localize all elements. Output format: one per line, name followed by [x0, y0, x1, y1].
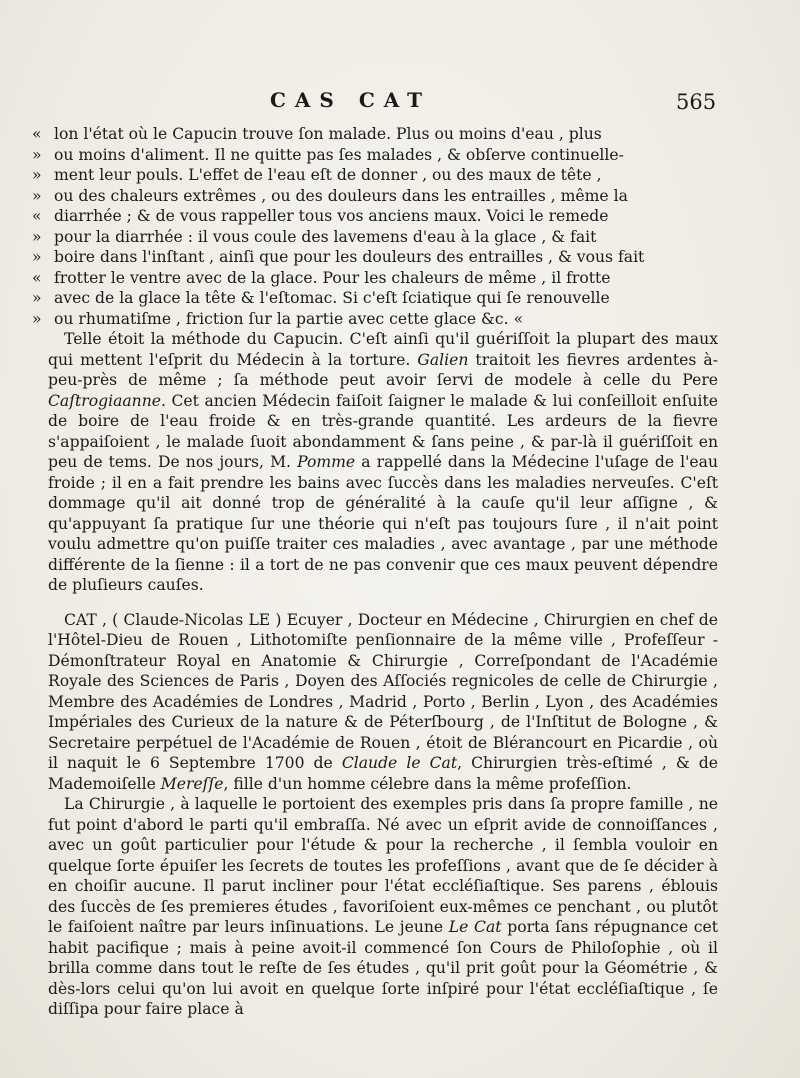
- paragraph-text: a rappellé dans la Médecine l'uſage de l'eau froide ; il en a fait prendre les bains avec ſuccès dans les maladies nerveuſes. C'eſt dommage qu'il ait donné trop de généralité à la cauſe qu'il leur aſſigne , & qu'appuyant ſa pratique ſur une théorie qui n'eſt pas toujours ſure , il n'ait point voulu admettre qu'on puiſſe traiter ces maladies , avec avantage , par une méthode différente de la ſienne : il a tort de ne pas convenir que ces maux peuvent dépendre de pluſieurs cauſes.: [48, 453, 718, 594]
- paragraph-gap: [48, 596, 718, 610]
- page-body: [32, 124, 718, 1020]
- quote-mark: «: [32, 207, 42, 225]
- paragraph-text: La Chirurgie , à laquelle le portoient des exemples pris dans ſa propre famille , ne fut point d'abord le parti qu'il embraſſa. Né avec un eſprit avide de connoiſſances , avec un goût particulier pour l'étude & pour la recherche , il ſembla vouloir en quelque ſorte épuiſer les ſecrets de toutes les profeſſions , avant que de ſe décider à en choiſir aucune. Il parut incliner pour l'état eccléſiaſtique. Ses parens , éblouis des ſuccès de ſes premieres études , favoriſoient eux-mêmes ce penchant , ou plutôt le faiſoient naître par leurs inſinuations. Le jeune: [48, 795, 718, 936]
- quote-line-text: lon l'état où le Capucin trouve ſon malade. Plus ou moins d'eau , plus: [54, 125, 602, 143]
- paragraph-capucin-method: [48, 329, 718, 596]
- quote-line-text: pour la diarrhée : il vous coule des lavemens d'eau à la glace , & fait: [54, 227, 597, 246]
- paragraph-text: Telle étoit la méthode du Capucin. C'eſt ainſi qu'il guériſſoit la plupart des maux qui mettent l'eſprit du Médecin à la torture.: [48, 330, 718, 369]
- page-header: [0, 88, 800, 118]
- quote-line: [32, 309, 718, 330]
- paragraph-text: traitoit les fievres ardentes à-peu-près de même ; ſa méthode peut avoir ſervi de modele à celle du Pere: [48, 350, 718, 389]
- quote-mark: »: [32, 166, 42, 184]
- entry-le-cat: [48, 610, 718, 795]
- italic-name-pomme: Pomme: [297, 453, 356, 471]
- paragraph-text: , fille d'un homme célebre dans la même profeſſion.: [223, 774, 632, 793]
- paragraph-text: , Chirurgien très-eſtimé , & de Mademoiſelle: [48, 754, 718, 793]
- quote-mark: »: [32, 186, 42, 205]
- quote-line-text: avec de la glace la tête & l'eſtomac. Si c'eſt ſciatique qui ſe renouvelle: [54, 289, 610, 307]
- quote-mark: »: [32, 289, 42, 307]
- quote-mark: «: [32, 268, 42, 287]
- italic-name-castrogiaanne: Caſtrogiaanne.: [48, 391, 166, 410]
- quote-mark: »: [32, 145, 42, 164]
- quote-line: [32, 124, 718, 145]
- quote-line-text: ment leur pouls. L'effet de l'eau eſt de donner , ou des maux de tête ,: [54, 166, 602, 184]
- quote-line-text: ou moins d'aliment. Il ne quitte pas ſes malades , & obſerve continuelle-: [54, 145, 624, 164]
- paragraph-chirurgie: [48, 794, 718, 1020]
- quote-line: [32, 145, 718, 166]
- quote-line: [32, 165, 718, 186]
- italic-name-meresse: Mereſſe: [160, 774, 224, 793]
- quote-line: [32, 247, 718, 268]
- quote-line: [32, 206, 718, 227]
- quote-line: [32, 288, 718, 309]
- quote-line-text: ou rhumatiſme , friction ſur la partie avec cette glace &c. «: [54, 309, 524, 328]
- italic-name-galien: Galien: [417, 350, 469, 369]
- quote-line: [32, 268, 718, 289]
- italic-name-claude-le-cat: Claude le Cat: [341, 754, 458, 772]
- quote-mark: «: [32, 125, 42, 143]
- italic-name-le-cat: Le Cat: [448, 918, 502, 936]
- quote-line-text: boire dans l'inſtant , ainſi que pour les douleurs des entrailles , & vous fait: [54, 248, 645, 266]
- page-number: 565: [676, 90, 717, 114]
- quote-line: [32, 227, 718, 248]
- quote-line-text: frotter le ventre avec de la glace. Pour les chaleurs de même , il frotte: [54, 268, 611, 287]
- quote-mark: »: [32, 248, 42, 266]
- quote-mark: »: [32, 227, 42, 246]
- quote-line-text: ou des chaleurs extrêmes , ou des douleurs dans les entrailles , même la: [54, 186, 628, 205]
- quote-mark: »: [32, 309, 42, 328]
- quote-block: [32, 124, 718, 329]
- quote-line: [32, 186, 718, 207]
- paragraph-text: porta ſans répugnance cet habit pacifique ; mais à peine avoit-il commencé ſon Cours de Philoſophie , où il brilla comme dans tout le reſte de ſes études , qu'il prit goût pour la Géométrie , & dès-lors celui qu'on lui avoit en quelque ſorte inſpiré pour l'état eccléſiaſtique , ſe diſſipa pour faire place à: [48, 918, 718, 1018]
- paragraph-text: Cet ancien Médecin faiſoit ſaigner le malade & lui conſeilloit enſuite de boire de l'eau froide & en très-grande quantité. Les ardeurs de la fievre s'appaiſoient , le malade ſuoit abondamment & ſans peine , & par-là il guériſſoit en peu de tems. De nos jours, M.: [48, 391, 718, 471]
- paragraph-text: CAT , ( Claude-Nicolas LE ) Ecuyer , Docteur en Médecine , Chirurgien en chef de l'Hôtel-Dieu de Rouen , Lithotomiſte penſionnaire de la même ville , Profeſſeur - Démonſtrateur Royal en Anatomie & Chirurgie , Correſpondant de l'Académie Royale des Sciences de Paris , Doyen des Aſſociés regnicoles de celle de Chirurgie , Membre des Académies de Londres , Madrid , Porto , Berlin , Lyon , des Académies Impériales des Curieux de la nature & de Péterſbourg , de l'Inſtitut de Bologne , & Secretaire perpétuel de l'Académie de Rouen , étoit de Blérancourt en Picardie , où il naquit le 6 Septembre 1700 de: [48, 610, 718, 772]
- quote-line-text: diarrhée ; & de vous rappeller tous vos anciens maux. Voici le remede: [54, 207, 609, 225]
- running-head: CAS CAT: [270, 88, 432, 112]
